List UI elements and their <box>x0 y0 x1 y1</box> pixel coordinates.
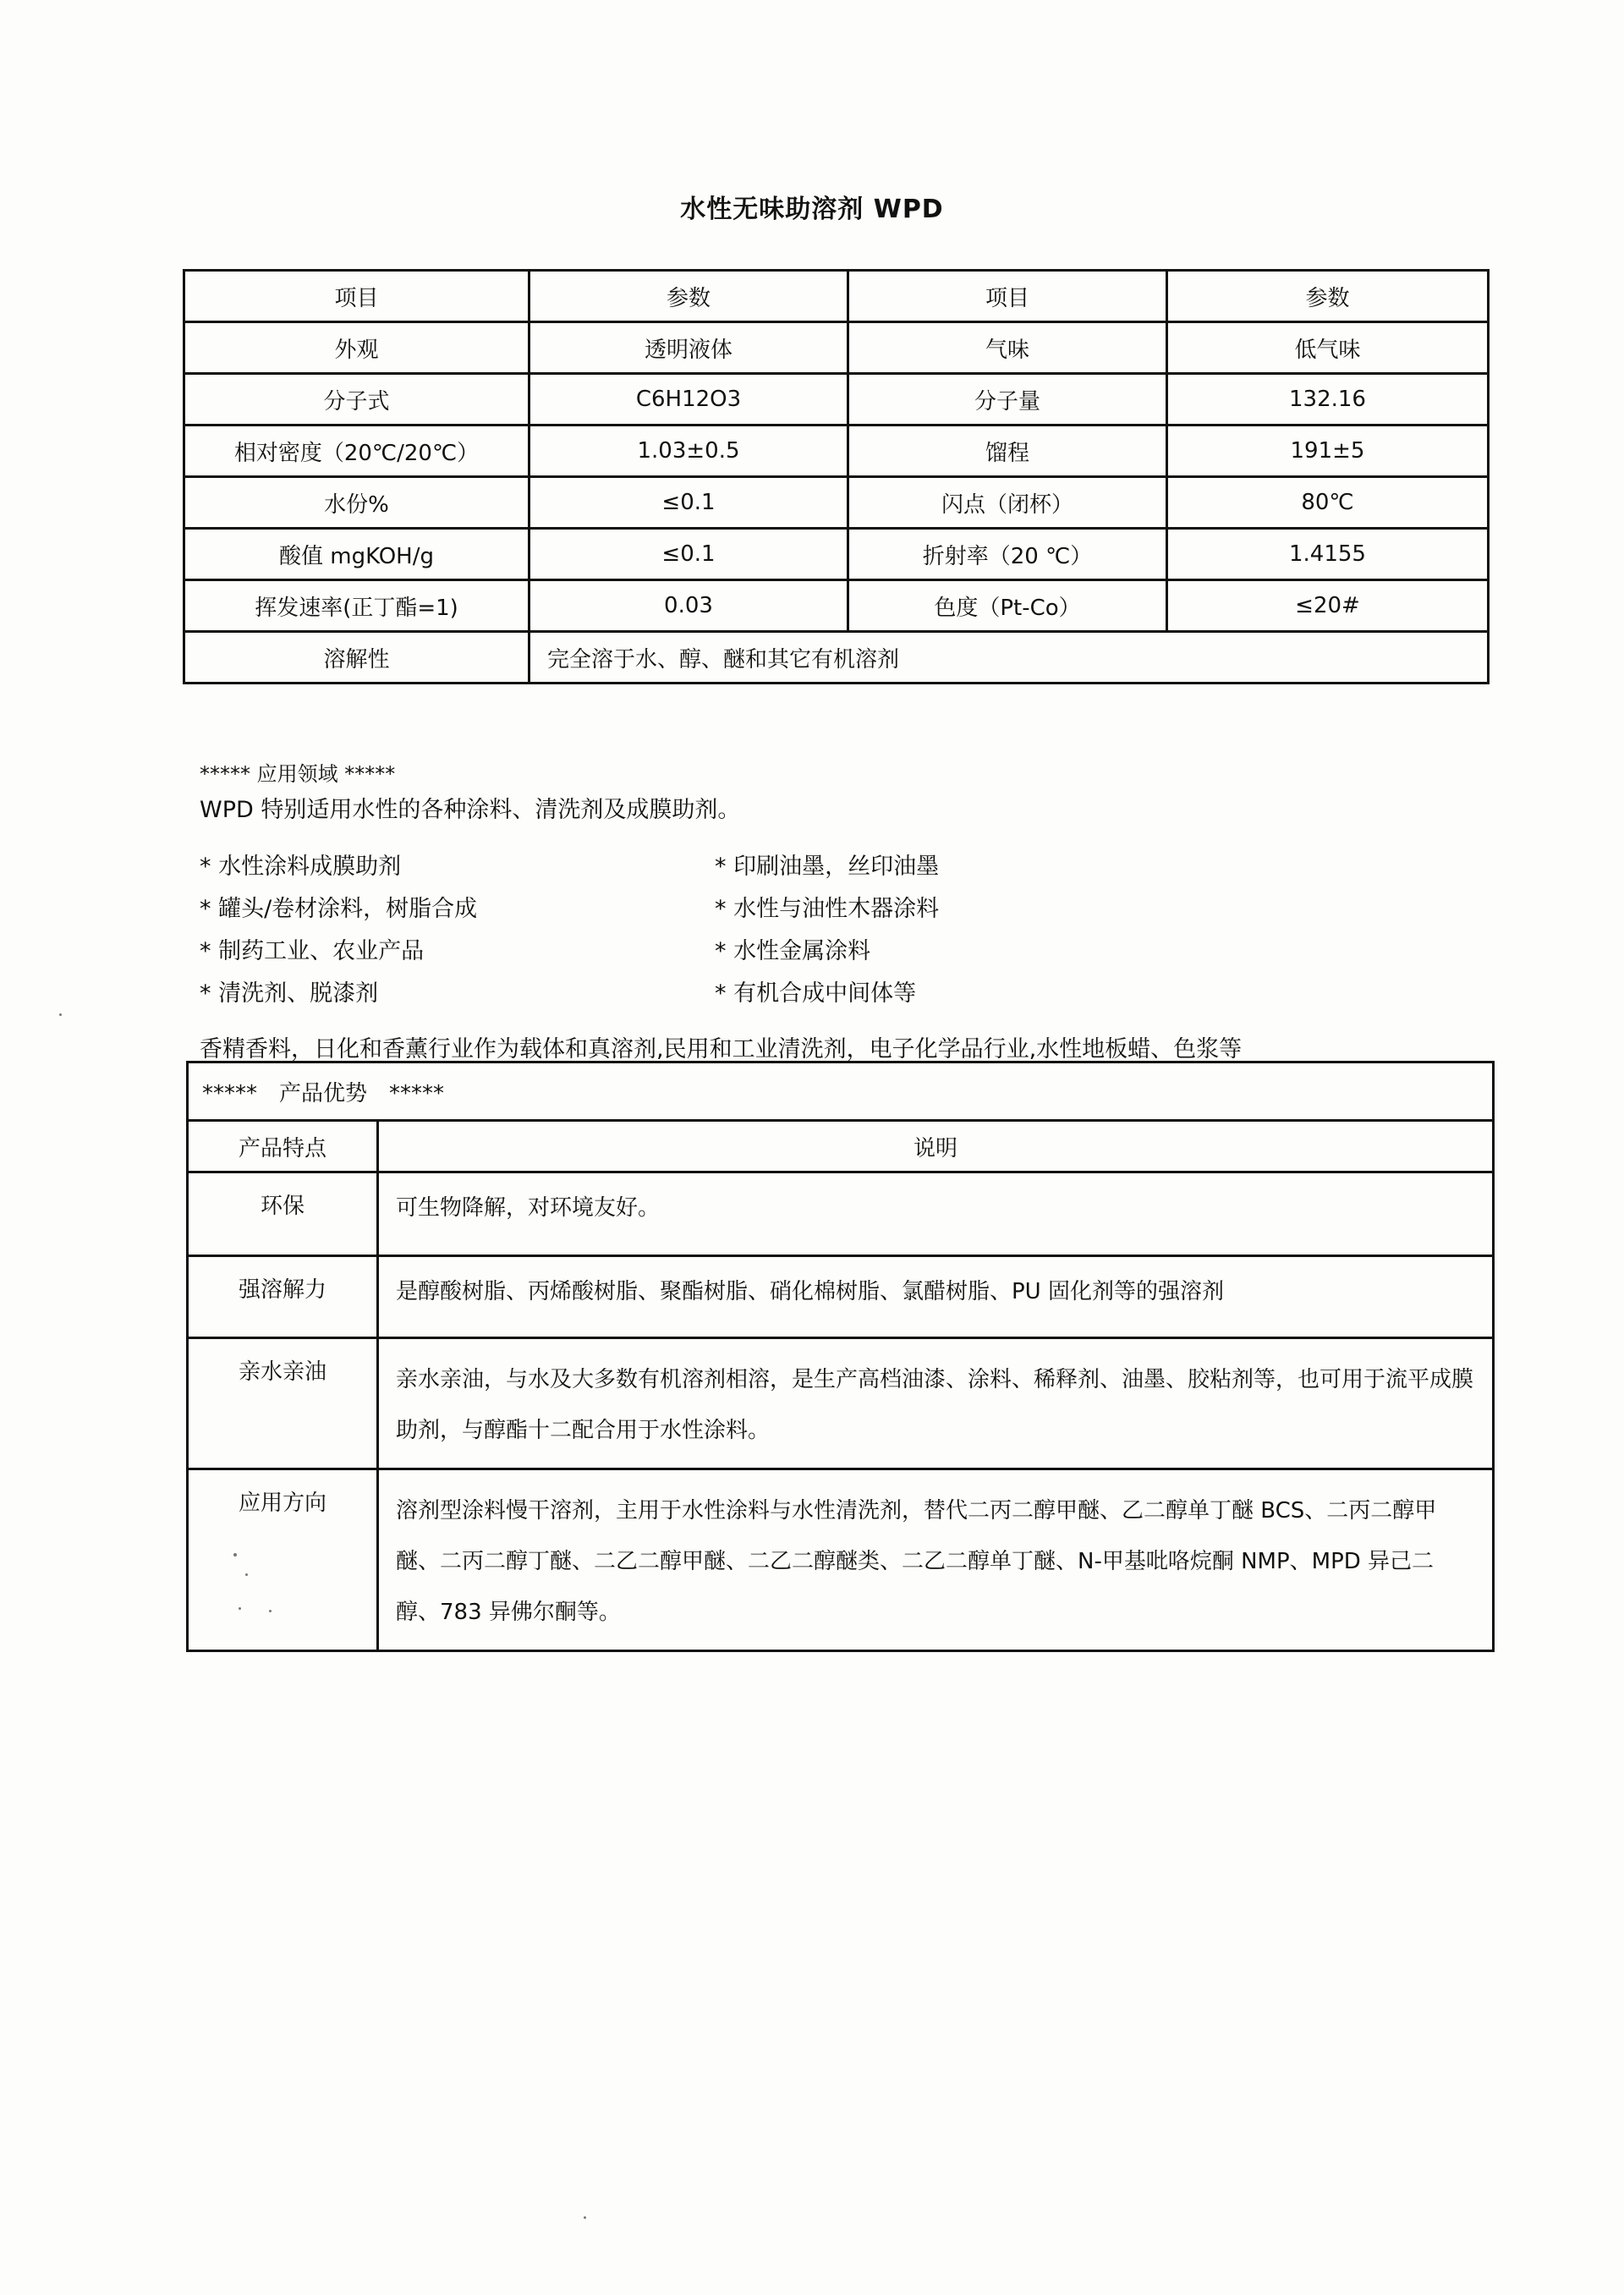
solubility-label: 溶解性 <box>184 632 529 684</box>
spec-row <box>184 426 1489 477</box>
spec-cell: ≤20# <box>1167 580 1489 632</box>
applications-list-right <box>715 846 939 1015</box>
scan-speck <box>245 1573 248 1576</box>
spec-cell: 透明液体 <box>529 322 848 374</box>
feature-cell: 强溶解力 <box>188 1256 378 1338</box>
spec-cell: ≤0.1 <box>529 529 848 580</box>
spec-header-item: 项目 <box>184 271 529 322</box>
spec-cell: 闪点（闭杯） <box>848 477 1167 529</box>
scan-speck <box>584 2216 586 2219</box>
document-title: 水性无味助溶剂 WPD <box>680 195 944 224</box>
spec-cell: 分子式 <box>184 374 529 426</box>
desc-cell: 可生物降解，对环境友好。 <box>378 1172 1494 1256</box>
col-header-desc: 说明 <box>378 1121 1494 1172</box>
spec-cell: 水份% <box>184 477 529 529</box>
feature-cell: 亲水亲油 <box>188 1338 378 1469</box>
spec-cell: 相对密度（20℃/20℃） <box>184 426 529 477</box>
spec-cell: 80℃ <box>1167 477 1489 529</box>
feature-cell: 环保 <box>188 1172 378 1256</box>
spec-row <box>184 322 1489 374</box>
advantages-heading: ***** 产品优势 ***** <box>188 1062 1494 1121</box>
feature-cell: 应用方向 <box>188 1469 378 1651</box>
table-row <box>188 1338 1494 1469</box>
advantages-heading-row <box>188 1062 1494 1121</box>
spec-cell: 1.03±0.5 <box>529 426 848 477</box>
desc-cell: 溶剂型涂料慢干溶剂，主用于水性涂料与水性清洗剂，替代二丙二醇甲醚、乙二醇单丁醚 BCS、二丙二醇甲醚、二丙二醇丁醚、二乙二醇甲醚、二乙二醇醚类、二乙二醇单丁醚、N-甲基吡咯烷酮 NMP、MPD 异己二醇、783 异佛尔酮等。 <box>378 1469 1494 1651</box>
spec-row <box>184 374 1489 426</box>
scan-speck <box>233 1553 237 1557</box>
spec-cell: 低气味 <box>1167 322 1489 374</box>
spec-cell: 折射率（20 ℃） <box>848 529 1167 580</box>
scan-speck <box>59 1013 62 1016</box>
advantages-table <box>186 1061 1495 1652</box>
spec-header-param: 参数 <box>1167 271 1489 322</box>
applications-heading: ***** 应用领域 ***** <box>200 762 396 786</box>
spec-cell: 气味 <box>848 322 1167 374</box>
spec-cell: 1.4155 <box>1167 529 1489 580</box>
spec-row <box>184 529 1489 580</box>
spec-row <box>184 477 1489 529</box>
spec-header-item: 项目 <box>848 271 1167 322</box>
list-item: * 有机合成中间体等 <box>715 980 917 1007</box>
spec-cell: ≤0.1 <box>529 477 848 529</box>
list-item: * 清洗剂、脱漆剂 <box>200 980 379 1007</box>
spec-header-param: 参数 <box>529 271 848 322</box>
table-row <box>188 1469 1494 1651</box>
spec-header-row <box>184 271 1489 322</box>
applications-intro: WPD 特别适用水性的各种涂料、清洗剂及成膜助剂。 <box>200 797 741 823</box>
spec-cell: 0.03 <box>529 580 848 632</box>
scan-speck <box>269 1610 272 1612</box>
solubility-value: 完全溶于水、醇、醚和其它有机溶剂 <box>529 632 1489 684</box>
table-row <box>188 1256 1494 1338</box>
spec-cell: 外观 <box>184 322 529 374</box>
list-item: * 水性与油性木器涂料 <box>715 896 940 922</box>
spec-cell: 分子量 <box>848 374 1167 426</box>
applications-list-left <box>200 846 477 1015</box>
spec-cell: 酸值 mgKOH/g <box>184 529 529 580</box>
spec-cell: 132.16 <box>1167 374 1489 426</box>
spec-table <box>183 269 1490 684</box>
table-row <box>188 1172 1494 1256</box>
list-item: * 水性金属涂料 <box>715 938 871 964</box>
list-item: * 罐头/卷材涂料，树脂合成 <box>200 896 478 922</box>
desc-cell: 亲水亲油，与水及大多数有机溶剂相溶，是生产高档油漆、涂料、稀释剂、油墨、胶粘剂等，也可用于流平成膜助剂，与醇酯十二配合用于水性涂料。 <box>378 1338 1494 1469</box>
spec-solubility-row <box>184 632 1489 684</box>
col-header-feature: 产品特点 <box>188 1121 378 1172</box>
advantages-col-header-row <box>188 1121 1494 1172</box>
applications-note: 香精香料，日化和香薰行业作为载体和真溶剂,民用和工业清洗剂，电子化学品行业,水性地板蜡、色浆等 <box>200 1036 1243 1062</box>
list-item: * 水性涂料成膜助剂 <box>200 854 402 880</box>
spec-row <box>184 580 1489 632</box>
spec-cell: 191±5 <box>1167 426 1489 477</box>
spec-cell: 馏程 <box>848 426 1167 477</box>
spec-cell: 色度（Pt-Co） <box>848 580 1167 632</box>
list-item: * 制药工业、农业产品 <box>200 938 425 964</box>
desc-cell: 是醇酸树脂、丙烯酸树脂、聚酯树脂、硝化棉树脂、氯醋树脂、PU 固化剂等的强溶剂 <box>378 1256 1494 1338</box>
list-item: * 印刷油墨，丝印油墨 <box>715 854 940 880</box>
scan-speck <box>239 1607 241 1610</box>
spec-cell: C6H12O3 <box>529 374 848 426</box>
spec-cell: 挥发速率(正丁酯=1) <box>184 580 529 632</box>
